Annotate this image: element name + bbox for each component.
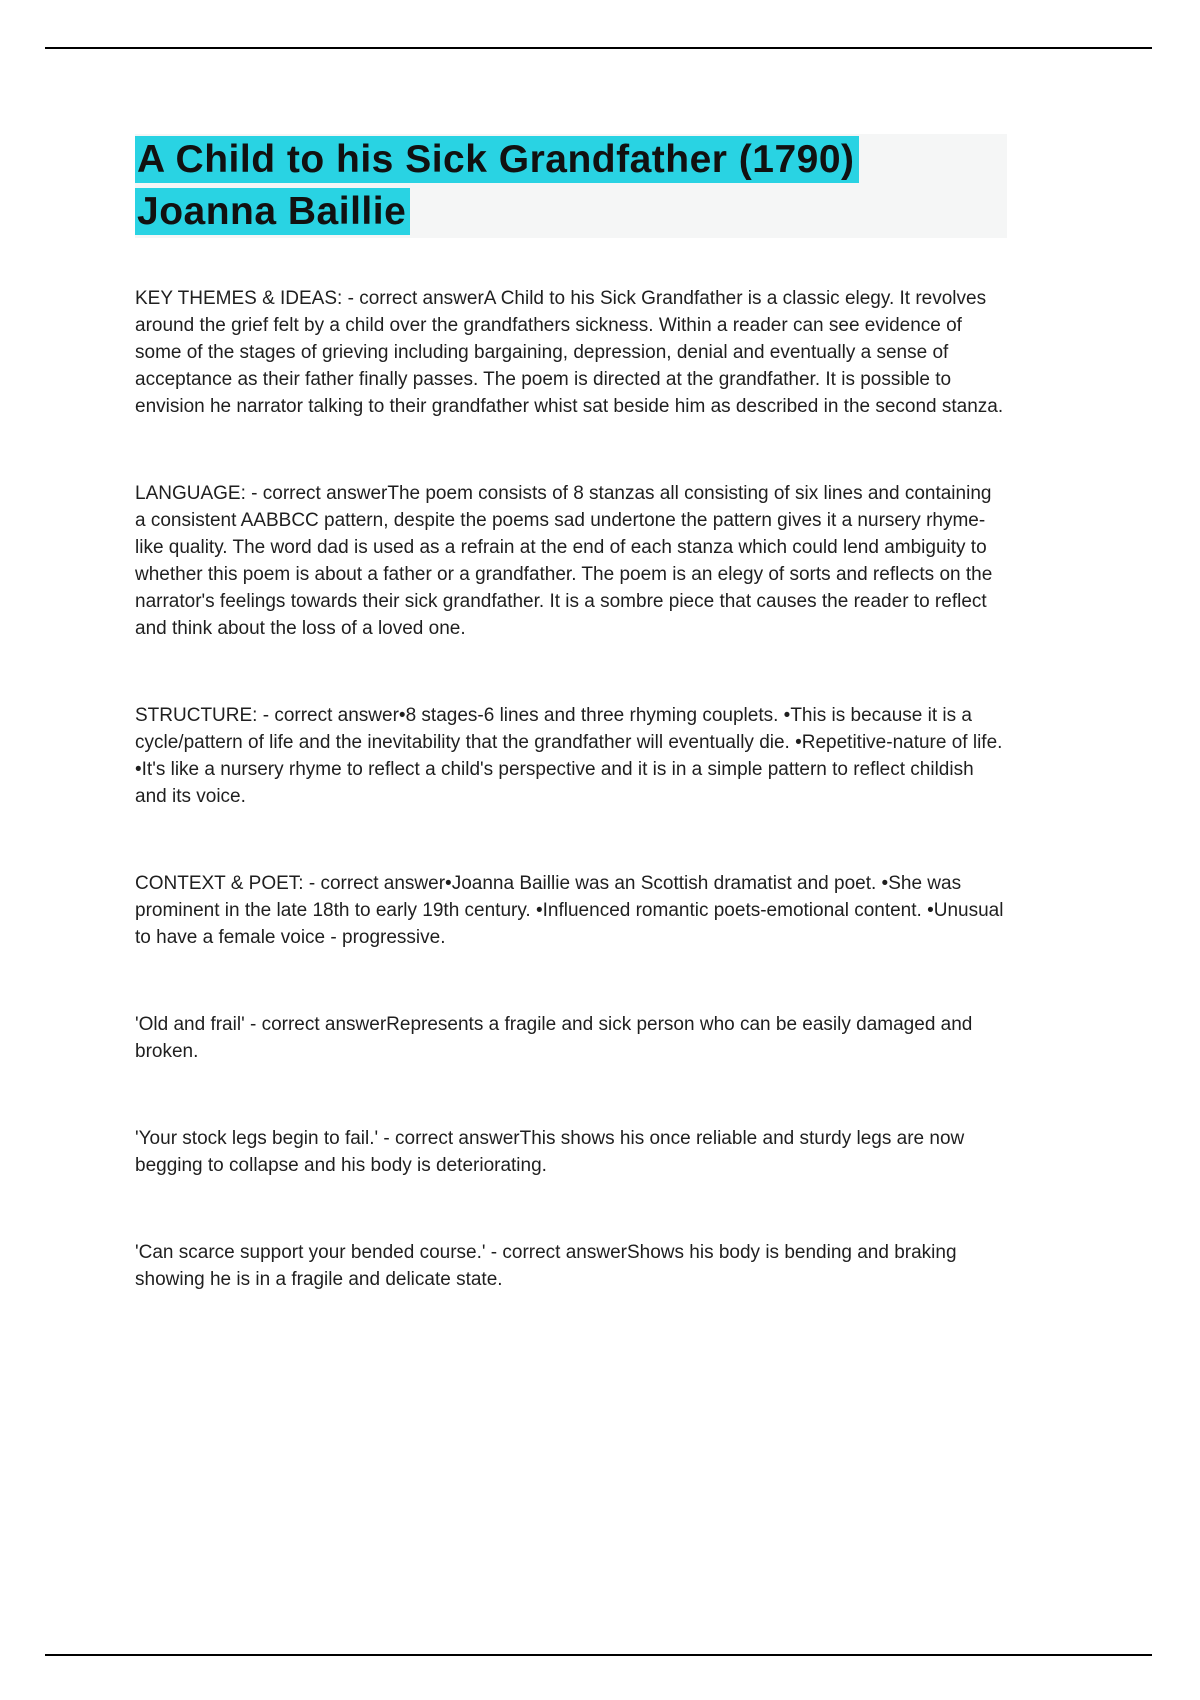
title-line-2: Joanna Baillie	[135, 188, 410, 235]
title-line-1: A Child to his Sick Grandfather (1790)	[135, 136, 859, 183]
document-content	[135, 134, 1007, 1353]
paragraph-key-themes: KEY THEMES & IDEAS: - correct answerA Child to his Sick Grandfather is a classic elegy. It revolves around the grief felt by a child over the grandfathers sickness. Within a reader can see evidence of some of the stages of grieving including bargaining, depression, denial and eventually a sense of acceptance as their father finally passes. The poem is directed at the grandfather. It is possible to envision he narrator talking to their grandfather whist sat beside him as described in the second stanza.	[135, 288, 1004, 417]
paragraph-structure: STRUCTURE: - correct answer•8 stages-6 lines and three rhyming couplets. •This is because it is a cycle/pattern of life and the inevitability that the grandfather will eventually die. •Repetitive-nature of life. •It's like a nursery rhyme to reflect a child's perspective and it is in a simple pattern to reflect childish and its voice.	[135, 705, 1003, 807]
paragraph-quote-bended-course: 'Can scarce support your bended course.' - correct answerShows his body is bending and braking showing he is in a fragile and delicate state.	[135, 1242, 957, 1290]
paragraph-quote-stock-legs: 'Your stock legs begin to fail.' - correct answerThis shows his once reliable and sturdy legs are now begging to collapse and his body is deteriorating.	[135, 1128, 965, 1176]
paragraph-quote-old-and-frail: 'Old and frail' - correct answerRepresents a fragile and sick person who can be easily damaged and broken.	[135, 1014, 973, 1062]
top-rule	[45, 47, 1152, 49]
bottom-rule	[45, 1654, 1152, 1656]
document-title	[135, 134, 1007, 238]
paragraph-language: LANGUAGE: - correct answerThe poem consists of 8 stanzas all consisting of six lines and containing a consistent AABBCC pattern, despite the poems sad undertone the pattern gives it a nursery rhyme-like quality. The word dad is used as a refrain at the end of each stanza which could lend ambiguity to whether this poem is about a father or a grandfather. The poem is an elegy of sorts and reflects on the narrator's feelings towards their sick grandfather. It is a sombre piece that causes the reader to reflect and think about the loss of a loved one.	[135, 483, 993, 639]
paragraph-context-poet: CONTEXT & POET: - correct answer•Joanna Baillie was an Scottish dramatist and poet. •She was prominent in the late 18th to early 19th century. •Influenced romantic poets-emotional content. •Unusual to have a female voice - progressive.	[135, 873, 1004, 948]
document-body	[135, 285, 1007, 1293]
